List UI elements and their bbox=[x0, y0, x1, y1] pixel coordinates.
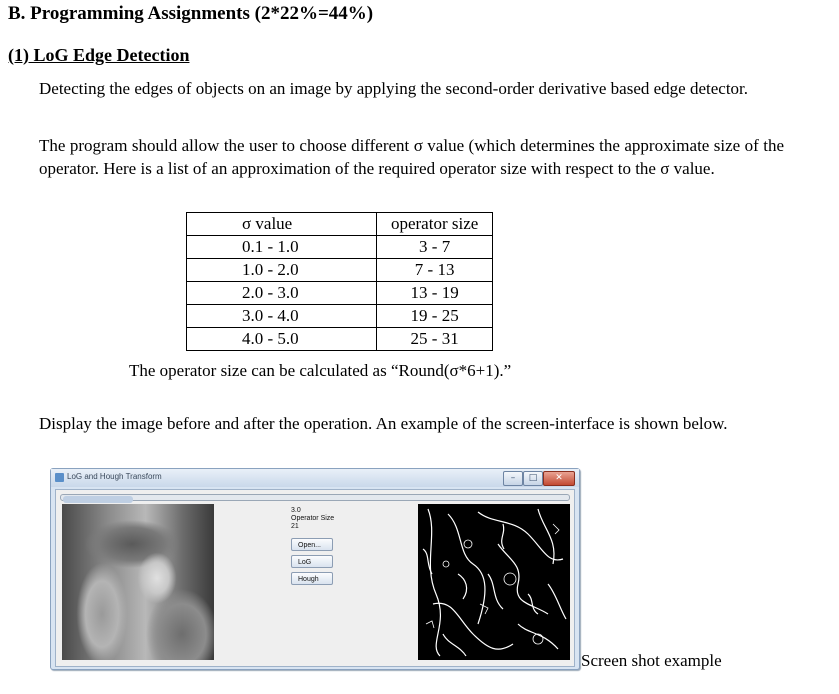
hough-button[interactable]: Hough bbox=[291, 572, 333, 585]
sigma-value-label: 3.0 bbox=[291, 507, 301, 514]
app-icon bbox=[55, 473, 64, 482]
table-row bbox=[187, 282, 493, 305]
maximize-button[interactable] bbox=[523, 471, 543, 486]
paragraph-description: Detecting the edges of objects on an image by applying the second-order derivative based edge detector. bbox=[39, 79, 749, 98]
table-cell: 1.0 - 2.0 bbox=[187, 259, 377, 282]
table-cell: 0.1 - 1.0 bbox=[187, 236, 377, 259]
table-cell: 3 - 7 bbox=[377, 236, 493, 259]
operator-size-value: 21 bbox=[291, 523, 299, 530]
close-button[interactable] bbox=[543, 471, 575, 486]
table-row bbox=[187, 236, 493, 259]
subsection-heading: (1) LoG Edge Detection bbox=[8, 45, 190, 65]
window-title-bar bbox=[51, 469, 579, 487]
sigma-slider-thumb[interactable] bbox=[63, 496, 133, 503]
maximize-icon: □ bbox=[528, 473, 538, 483]
original-image bbox=[62, 504, 214, 660]
window-title: LoG and Hough Transform bbox=[67, 472, 162, 481]
minimize-button[interactable] bbox=[503, 471, 523, 486]
example-app-window bbox=[50, 468, 580, 670]
table-row bbox=[187, 328, 493, 351]
table-cell: 25 - 31 bbox=[377, 328, 493, 351]
paragraph-sigma-instructions: The program should allow the user to choose different σ value (which determines the approximate size of the operator. Here is a list of an approximation of the required operator size with respect to the σ value. bbox=[39, 136, 784, 178]
table-header-row bbox=[187, 213, 493, 236]
close-icon: ✕ bbox=[555, 473, 563, 483]
operator-size-label: Operator Size bbox=[291, 515, 335, 522]
edge-pattern bbox=[418, 504, 570, 660]
table-row bbox=[187, 305, 493, 328]
table-header-cell: operator size bbox=[377, 213, 493, 236]
window-content bbox=[55, 489, 575, 667]
minimize-icon: – bbox=[510, 473, 516, 483]
log-button[interactable]: LoG bbox=[291, 555, 333, 568]
table-cell: 13 - 19 bbox=[377, 282, 493, 305]
sigma-slider[interactable] bbox=[60, 494, 570, 501]
screenshot-caption: Screen shot example bbox=[581, 651, 722, 670]
table-cell: 19 - 25 bbox=[377, 305, 493, 328]
table-row bbox=[187, 259, 493, 282]
paragraph-display-instructions: Display the image before and after the operation. An example of the screen-interface is shown below. bbox=[39, 414, 728, 433]
formula-text: The operator size can be calculated as “Round(σ*6+1).” bbox=[129, 361, 512, 380]
edge-detected-image bbox=[418, 504, 570, 660]
open-button[interactable]: Open... bbox=[291, 538, 333, 551]
table-cell: 2.0 - 3.0 bbox=[187, 282, 377, 305]
table-header-cell: σ value bbox=[187, 213, 377, 236]
table-cell: 7 - 13 bbox=[377, 259, 493, 282]
sigma-operator-table bbox=[186, 212, 493, 351]
table-cell: 4.0 - 5.0 bbox=[187, 328, 377, 351]
table-cell: 3.0 - 4.0 bbox=[187, 305, 377, 328]
section-heading: B. Programming Assignments (2*22%=44%) bbox=[8, 3, 374, 24]
